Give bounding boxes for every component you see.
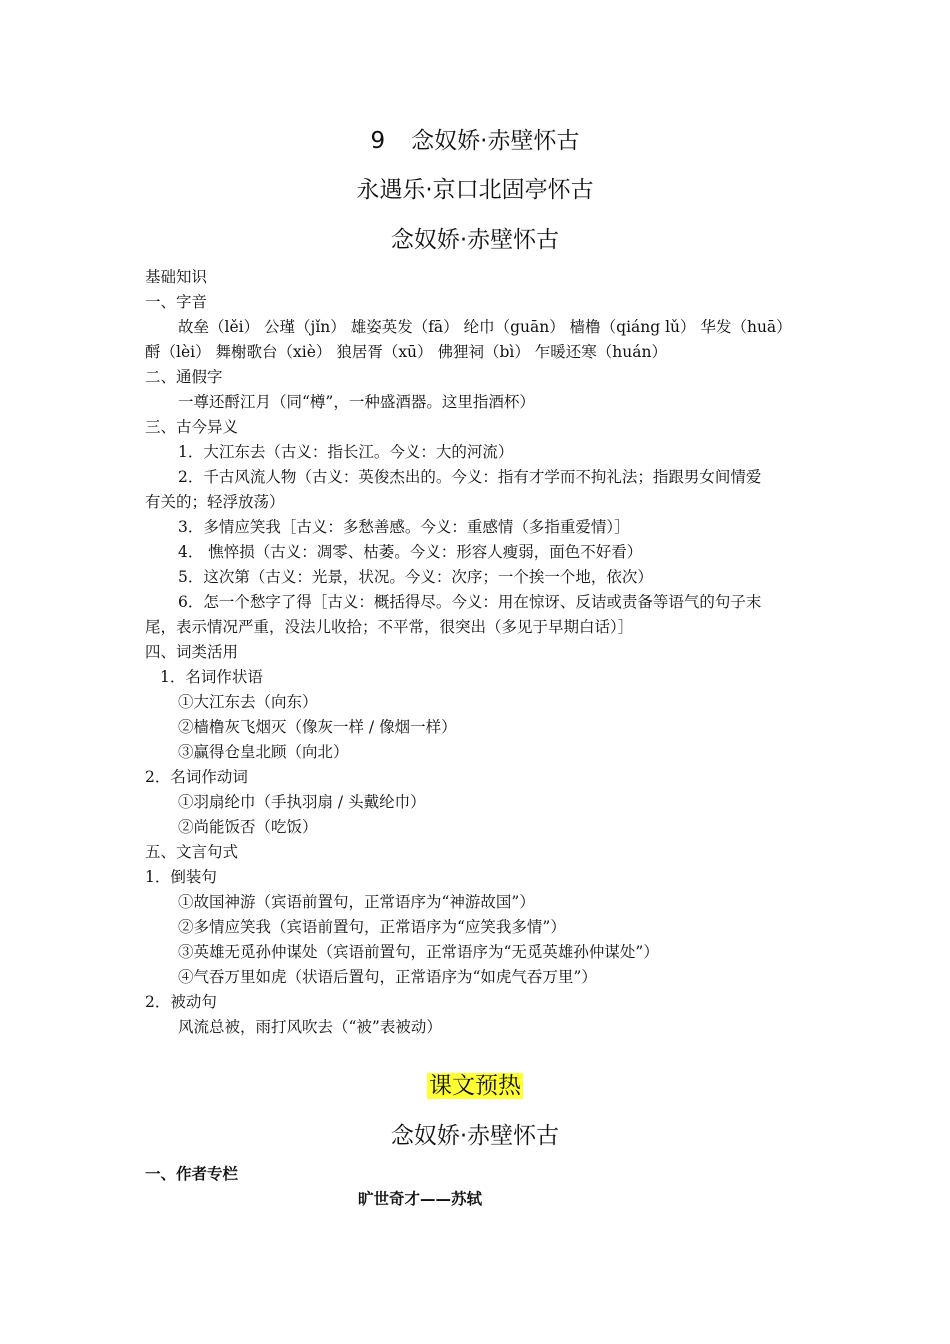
heading-wenyan-jushi: 五、文言句式 — [145, 843, 239, 861]
heading-pronunciation: 一、字音 — [145, 293, 208, 311]
preview-heading-text: 课文预热 — [429, 1073, 521, 1099]
heading-tongjiazi: 二、通假字 — [145, 368, 223, 386]
gujin-item-1: 1．大江东去（古义：指长江。今义：大的河流） — [178, 443, 514, 461]
cilei-item-2: ②樯橹灰飞烟灭（像灰一样 / 像烟一样） — [178, 718, 457, 736]
author-subtitle: 旷世奇才——苏轼 — [357, 1190, 482, 1208]
gujin-item-2: 2．千古风流人物（古义：英俊杰出的。今义：指有才学而不拘礼法；指跟男女间情爱 — [178, 468, 762, 486]
jushi-item-3: ③英雄无觅孙仲谋处（宾语前置句，正常语序为“无觅英雄孙仲谋处”） — [178, 943, 659, 961]
heading-gujin-yiyi: 三、古今异义 — [145, 418, 239, 436]
jushi-item-2: ②多情应笑我（宾语前置句，正常语序为“应笑我多情”） — [178, 918, 566, 936]
poem-title-2: 永遇乐·京口北固亭怀古 — [356, 177, 594, 203]
gujin-item-6-cont: 尾，表示情况严重，没法儿收拾；不平常，很突出（多见于早期白话）］ — [145, 618, 634, 636]
poem-title-3: 念奴娇·赤壁怀古 — [390, 227, 560, 253]
pronunciation-line-2: 酹（lèi） 舞榭歌台（xiè） 狼居胥（xū） 佛狸祠（bì） 乍暖还寒（huán） — [145, 343, 667, 361]
lesson-title — [0, 126, 950, 156]
lesson-number: 9 — [370, 128, 386, 154]
jushi-sub-1: 1．倒装句 — [145, 868, 217, 886]
cilei-item-4: ①羽扇纶巾（手执羽扇 / 头戴纶巾） — [178, 793, 426, 811]
tongjiazi-item: 一尊还酹江月（同“樽”，一种盛酒器。这里指酒杯） — [178, 393, 535, 411]
poem-title-5: 念奴娇·赤壁怀古 — [390, 1123, 560, 1149]
jushi-item-4: ④气吞万里如虎（状语后置句，正常语序为“如虎气吞万里”） — [178, 968, 597, 986]
jushi-item-5: 风流总被，雨打风吹去（“被”表被动） — [178, 1018, 442, 1036]
gujin-item-2-cont: 有关的；轻浮放荡） — [145, 493, 285, 511]
lesson-title-text: 念奴娇·赤壁怀古 — [411, 128, 580, 154]
cilei-item-1: ①大江东去（向东） — [178, 693, 318, 711]
cilei-sub-1: 1．名词作状语 — [160, 668, 263, 686]
cilei-item-3: ③赢得仓皇北顾（向北） — [178, 743, 349, 761]
cilei-item-5: ②尚能饭否（吃饭） — [178, 818, 318, 836]
heading-cilei-huoyong: 四、词类活用 — [145, 643, 239, 661]
preview-heading — [0, 1071, 950, 1101]
gujin-item-6: 6．怎一个愁字了得［古义：概括得尽。今义：用在惊讶、反诘或责备等语气的句子末 — [178, 593, 762, 611]
gujin-item-3: 3．多情应笑我［古义：多愁善感。今义：重感情（多指重爱情）］ — [178, 518, 630, 536]
section-basic-knowledge: 基础知识 — [145, 268, 208, 286]
jushi-sub-2: 2．被动句 — [145, 993, 217, 1011]
pronunciation-line-1: 故垒（lěi） 公瑾（jǐn） 雄姿英发（fā） 纶巾（guān） 樯橹（qiáng lǔ） 华发（huā） — [178, 318, 792, 336]
cilei-sub-2: 2．名词作动词 — [145, 768, 248, 786]
jushi-item-1: ①故国神游（宾语前置句，正常语序为“神游故国”） — [178, 893, 535, 911]
author-column-heading: 一、作者专栏 — [145, 1165, 239, 1183]
gujin-item-4: 4． 憔悴损（古义：凋零、枯萎。今义：形容人瘦弱，面色不好看） — [178, 543, 643, 561]
gujin-item-5: 5．这次第（古义：光景，状况。今义：次序；一个挨一个地，依次） — [178, 568, 653, 586]
